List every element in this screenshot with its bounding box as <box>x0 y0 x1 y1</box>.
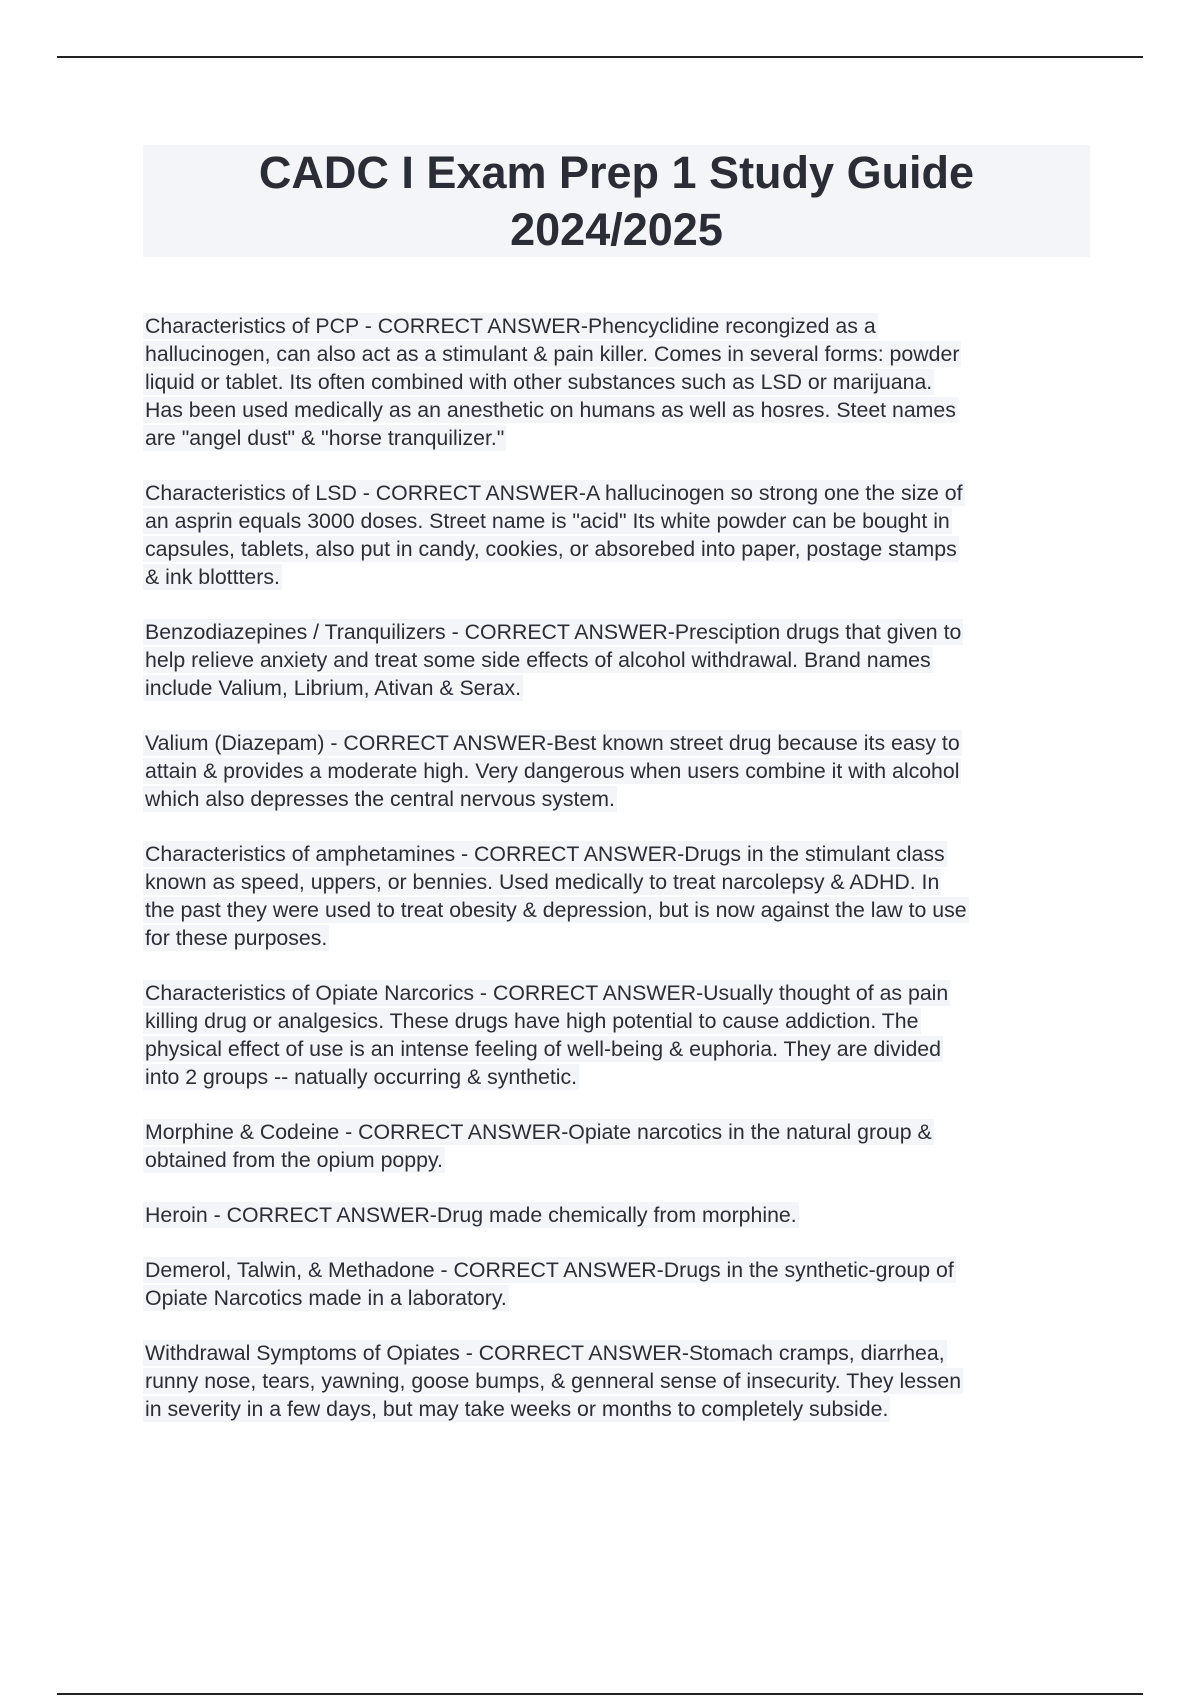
qa-item <box>143 618 1083 702</box>
title-banner <box>143 145 1090 257</box>
qa-list <box>143 312 1083 1450</box>
qa-item-text: Heroin - CORRECT ANSWER-Drug made chemically from morphine. <box>145 1203 797 1227</box>
qa-item-text: Withdrawal Symptoms of Opiates - CORRECT ANSWER-Stomach cramps, diarrhea, runny nose, tears, yawning, goose bumps, & genneral sense of insecurity. They lessen in severity in a few days, but may take weeks or months to completely subside. <box>145 1341 962 1421</box>
footer-rule <box>57 1693 1143 1695</box>
qa-item-text: Valium (Diazepam) - CORRECT ANSWER-Best known street drug because its easy to attain & provides a moderate high. Very dangerous when users combine it with alcohol which also depresses the central nervous system. <box>145 731 960 811</box>
document-title: CADC I Exam Prep 1 Study Guide 2024/2025 <box>258 147 975 255</box>
qa-item-text: Characteristics of amphetamines - CORRECT ANSWER-Drugs in the stimulant class known as speed, uppers, or bennies. Used medically to treat narcolepsy & ADHD. In the past they were used to treat obesity & depression, but is now against the law to use for these purposes. <box>145 842 967 950</box>
qa-item <box>143 1201 1083 1229</box>
qa-item <box>143 729 1083 813</box>
qa-item <box>143 1256 1083 1312</box>
header-rule <box>57 56 1143 58</box>
qa-item-text: Morphine & Codeine - CORRECT ANSWER-Opiate narcotics in the natural group & obtained from the opium poppy. <box>145 1120 932 1172</box>
qa-item <box>143 979 1083 1091</box>
qa-item <box>143 479 1083 591</box>
qa-item-text: Benzodiazepines / Tranquilizers - CORRECT ANSWER-Presciption drugs that given to help relieve anxiety and treat some side effects of alcohol withdrawal. Brand names include Valium, Librium, Ativan & Serax. <box>145 620 962 700</box>
qa-item-text: Characteristics of Opiate Narcorics - CORRECT ANSWER-Usually thought of as pain killing drug or analgesics. These drugs have high potential to cause addiction. The physical effect of use is an intense feeling of well-being & euphoria. They are divided into 2 groups -- natually occurring & synthetic. <box>145 981 949 1089</box>
qa-item <box>143 1118 1083 1174</box>
qa-item <box>143 1339 1083 1423</box>
qa-item-text: Characteristics of LSD - CORRECT ANSWER-A hallucinogen so strong one the size of an asprin equals 3000 doses. Street name is "acid" Its white powder can be bought in capsules, tablets, also put in candy, cookies, or absorebed into paper, postage stamps & ink blottters. <box>145 481 963 589</box>
qa-item-text: Characteristics of PCP - CORRECT ANSWER-Phencyclidine recongized as a hallucinogen, can also act as a stimulant & pain killer. Comes in several forms: powder liquid or tablet. Its often combined with other substances such as LSD or marijuana. Has been used medically as an anesthetic on humans as well as hosres. Steet names are "angel dust" & "horse tranquilizer." <box>145 314 960 450</box>
qa-item-text: Demerol, Talwin, & Methadone - CORRECT ANSWER-Drugs in the synthetic-group of Opiate Narcotics made in a laboratory. <box>145 1258 954 1310</box>
qa-item <box>143 312 1083 452</box>
qa-item <box>143 840 1083 952</box>
